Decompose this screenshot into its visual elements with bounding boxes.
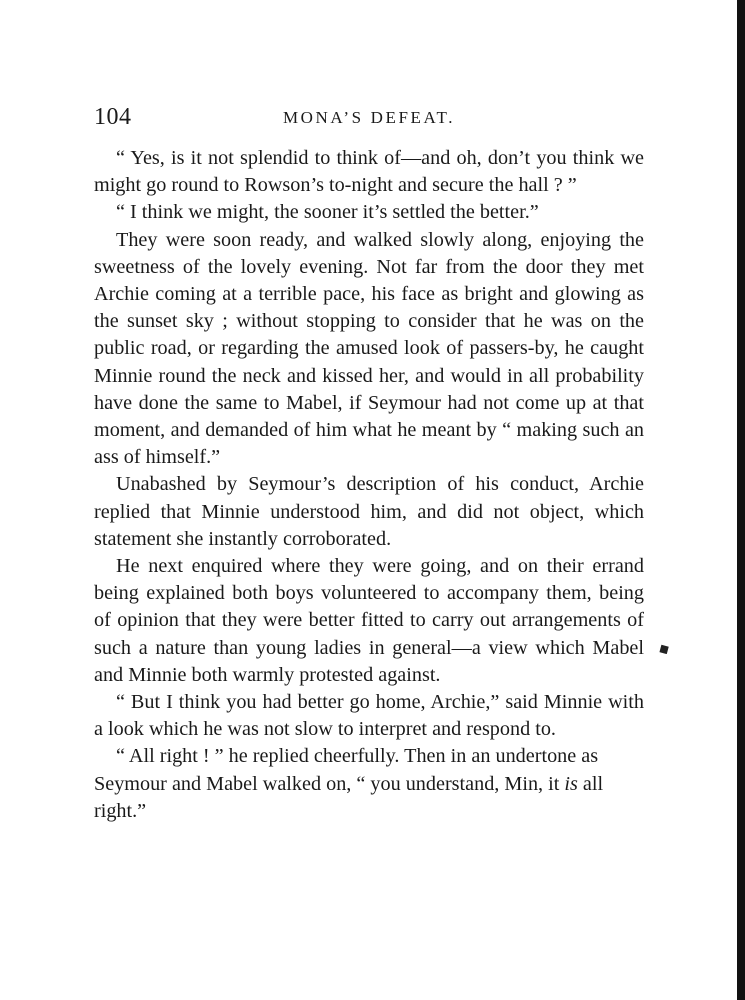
paragraph-1: “ Yes, is it not splendid to think of—and oh, don’t you think we might go round to Rowson’s to-night and secure the hall ? ” <box>94 147 644 197</box>
page-number: 104 <box>94 104 132 130</box>
body-text <box>94 145 644 825</box>
scan-edge-shadow <box>737 0 745 1000</box>
margin-ink-mark-icon: ◆ <box>655 640 673 659</box>
running-title: MONA’S DEFEAT. <box>282 108 456 127</box>
page-header <box>94 101 644 133</box>
emphasized-word: is <box>564 772 578 795</box>
paragraph-5: He next enquired where they were going, and on their errand being explained both boys volunteered to accompany them, being of opinion that they were better fitted to carry out arrangements of such a nature than young ladies in general—a view which Mabel and Minnie both warmly protested against. <box>94 555 644 686</box>
paragraph-7-tail: all right.” <box>94 772 604 822</box>
paragraph-3: They were soon ready, and walked slowly along, enjoying the sweetness of the lovely evening. Not far from the door they met Archie coming at a terrible pace, his face as bright and glowing as the sunset sky ; without stopping to consider that he was on the public road, or regarding the amused look of passers-by, he caught Minnie round the neck and kissed her, and would in all probability have done the same to Mabel, if Seymour had not come up at that moment, and demanded of him what he meant by “ making such an ass of himself.” <box>94 228 644 469</box>
paragraph-4: Unabashed by Seymour’s description of his conduct, Archie replied that Minnie understood him, and did not object, which statement she instantly corroborated. <box>94 473 644 550</box>
paragraph-2: “ I think we might, the sooner it’s settled the better.” <box>116 201 539 224</box>
paragraph-7 <box>94 743 644 825</box>
paragraph-7-text: “ All right ! ” he replied cheerfully. Then in an undertone as Seymour and Mabel walked on, “ you understand, Min, it <box>94 745 599 795</box>
paragraph-6: “ But I think you had better go home, Archie,” said Minnie with a look which he was not slow to interpret and respond to. <box>94 691 644 741</box>
